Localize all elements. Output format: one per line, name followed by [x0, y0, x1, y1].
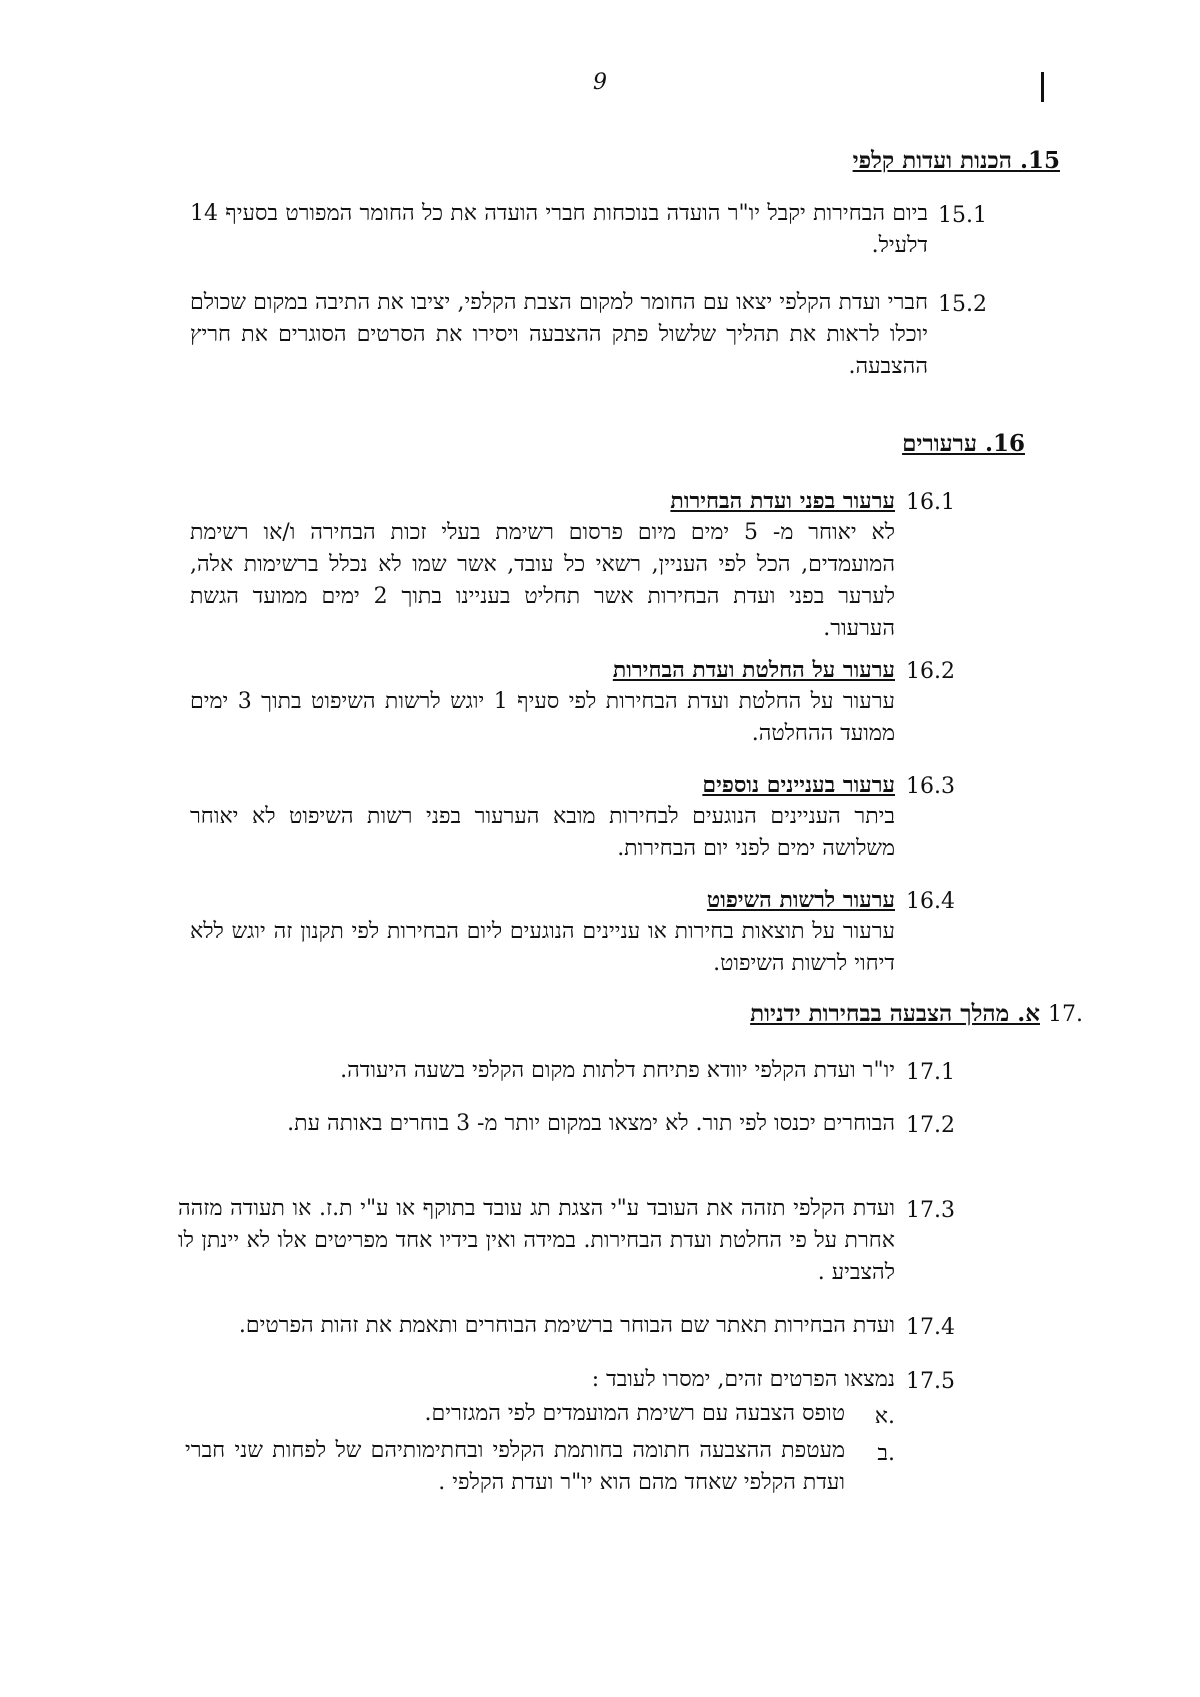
item-17-5-text: נמצאו הפרטים זהים, ימסרו לעובד :	[591, 1367, 895, 1392]
item-15-1-text: ביום הבחירות יקבל יו"ר הועדה בנוכחות חברי הועדה את כל החומר המפורט בסעיף 14 דלעיל.	[190, 201, 928, 258]
item-17-5-b-letter: ב.	[877, 1441, 895, 1466]
item-15-2-text: חברי ועדת הקלפי יצאו עם החומר למקום הצבת הקלפי, יציבו את התיבה במקום שכולם יוכלו לראות את תהליך שלשול פתק ההצבעה ויסירו את הסרטים הסוגרים את חריץ ההצבעה.	[190, 290, 928, 379]
item-17-2-text: הבוחרים יכנסו לפי תור. לא ימצאו במקום יותר מ- 3 בוחרים באותה עת.	[287, 1111, 895, 1136]
item-16-4-number: 16.4	[906, 889, 955, 914]
item-17-5-a-text: טופס הצבעה עם רשימת המועמדים לפי המגזרים.	[424, 1401, 845, 1426]
item-17-4-text: ועדת הבחירות תאתר שם הבוחר ברשימת הבוחרים ותאמת את זהות הפרטים.	[238, 1313, 895, 1338]
margin-bar	[1041, 72, 1044, 102]
item-16-2-number: 16.2	[906, 659, 955, 684]
item-16-1-number: 16.1	[906, 490, 955, 515]
item-17-2-number: 17.2	[906, 1113, 955, 1138]
section-17-heading: א. מהלך הצבעה בבחירות ידניות	[750, 1000, 1040, 1027]
page-number: 9	[593, 70, 607, 95]
item-16-3-title: ערעור בעניינים נוספים	[702, 772, 895, 798]
section-15-heading: 15. הכנות ועדות קלפי	[852, 147, 1060, 174]
item-16-3-text: ביתר העניינים הנוגעים לבחירות מובא הערעור בפני רשות השיפוט לא יאוחר משלושה ימים לפני יום הבחירות.	[190, 804, 895, 861]
item-15-2-number: 15.2	[938, 292, 987, 317]
item-17-3-text: ועדת הקלפי תזהה את העובד ע"י הצגת תג עובד בתוקף או ע"י ת.ז. או תעודה מזהה אחרת על פי החלטת ועדת הבחירות. במידה ואין בידיו אחד מפריטים אלו לא יינתן לו להצביע .	[178, 1196, 895, 1285]
item-17-5-b-text: מעטפת ההצבעה חתומה בחותמת הקלפי ובחתימותיהם של לפחות שני חברי ועדת הקלפי שאחד מהם הוא יו"ר ועדת הקלפי .	[185, 1438, 845, 1495]
item-16-1-text: לא יאוחר מ- 5 ימים מיום פרסום רשימת בעלי זכות הבחירה ו/או רשימת המועמדים, הכל לפי העניין, רשאי כל עובד, אשר שמו לא נכלל ברשימות אלה, לערער בפני ועדת הבחירות אשר תחליט בעניינו בתוך 2 ימים ממועד הגשת הערעור.	[190, 520, 895, 641]
section-16-heading: 16. ערעורים	[902, 430, 1025, 457]
item-16-2-text: ערעור על החלטת ועדת הבחירות לפי סעיף 1 יוגש לרשות השיפוט בתוך 3 ימים ממועד ההחלטה.	[190, 689, 895, 746]
item-16-1-title: ערעור בפני ועדת הבחירות	[670, 488, 895, 514]
section-17-number: 17.	[1048, 1002, 1083, 1027]
item-16-2-title: ערעור על החלטת ועדת הבחירות	[612, 657, 895, 683]
item-17-1-text: יו"ר ועדת הקלפי יוודא פתיחת דלתות מקום הקלפי בשעה היעודה.	[340, 1058, 895, 1083]
item-17-3-number: 17.3	[906, 1198, 955, 1223]
item-17-1-number: 17.1	[906, 1060, 955, 1085]
item-15-1-number: 15.1	[938, 203, 987, 228]
item-16-4-text: ערעור על תוצאות בחירות או עניינים הנוגעים ליום הבחירות לפי תקנון זה יוגש ללא דיחוי לרשות השיפוט.	[190, 919, 895, 976]
item-17-4-number: 17.4	[906, 1315, 955, 1340]
item-17-5-a-letter: א.	[874, 1404, 895, 1429]
item-17-5-number: 17.5	[906, 1369, 955, 1394]
item-16-3-number: 16.3	[906, 774, 955, 799]
item-16-4-title: ערעור לרשות השיפוט	[706, 887, 895, 913]
